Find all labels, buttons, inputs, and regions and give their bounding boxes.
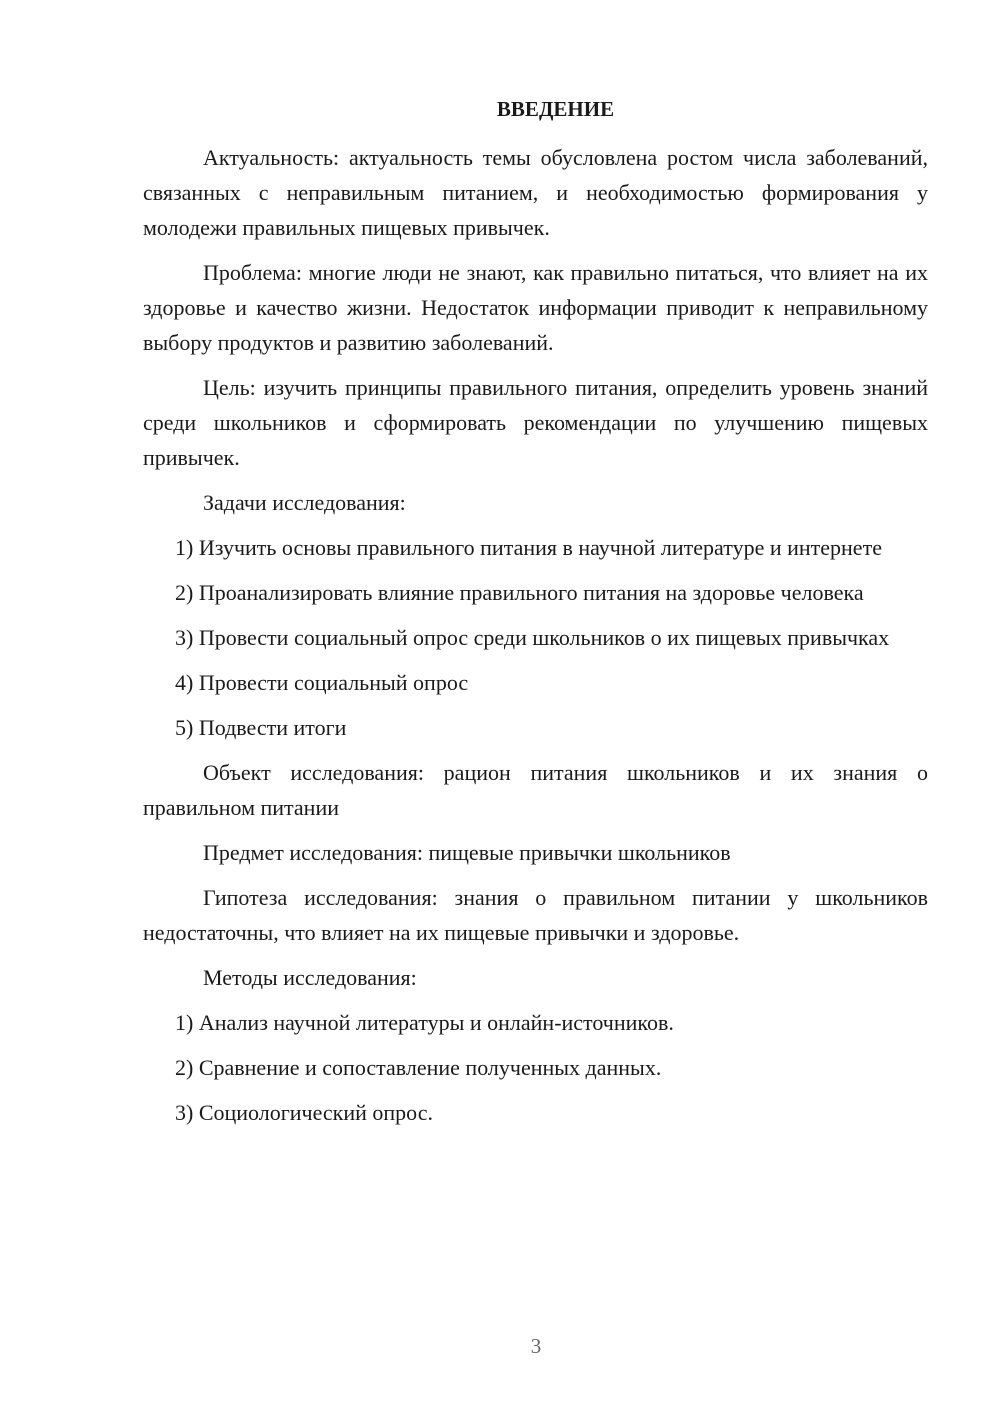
subject-paragraph: Предмет исследования: пищевые привычки школьников: [203, 840, 731, 865]
method-item: 2) Сравнение и сопоставление полученных данных.: [175, 1055, 662, 1080]
task-item: 4) Провести социальный опрос: [175, 670, 469, 695]
problem-paragraph: Проблема: многие люди не знают, как правильно питаться, что влияет на их здоровье и качество жизни. Недостаток информации приводит к неправильному выбору продуктов и развитию заболеваний.: [143, 260, 928, 355]
task-item: 5) Подвести итоги: [175, 715, 347, 740]
tasks-heading: Задачи исследования:: [203, 490, 406, 515]
section-title: ВВЕДЕНИЕ: [496, 97, 615, 121]
document-page: [143, 94, 928, 1140]
goal-paragraph: Цель: изучить принципы правильного питания, определить уровень знаний среди школьников и сформировать рекомендации по улучшению пищевых привычек.: [143, 375, 928, 470]
relevance-paragraph: Актуальность: актуальность темы обусловлена ростом числа заболеваний, связанных с неправильным питанием, и необходимостью формирования у молодежи правильных пищевых привычек.: [143, 145, 928, 240]
page-number: 3: [530, 1334, 542, 1358]
task-item: 1) Изучить основы правильного питания в научной литературе и интернете: [175, 535, 882, 560]
hypothesis-paragraph: Гипотеза исследования: знания о правильном питании у школьников недостаточны, что влияет на их пищевые привычки и здоровье.: [143, 885, 928, 945]
object-paragraph: Объект исследования: рацион питания школьников и их знания о правильном питании: [143, 760, 928, 820]
task-item: 2) Проанализировать влияние правильного питания на здоровье человека: [175, 580, 864, 605]
method-item: 1) Анализ научной литературы и онлайн-источников.: [175, 1010, 674, 1035]
methods-heading: Методы исследования:: [203, 965, 417, 990]
task-item: 3) Провести социальный опрос среди школьников о их пищевых привычках: [175, 625, 890, 650]
method-item: 3) Социологический опрос.: [175, 1100, 433, 1125]
